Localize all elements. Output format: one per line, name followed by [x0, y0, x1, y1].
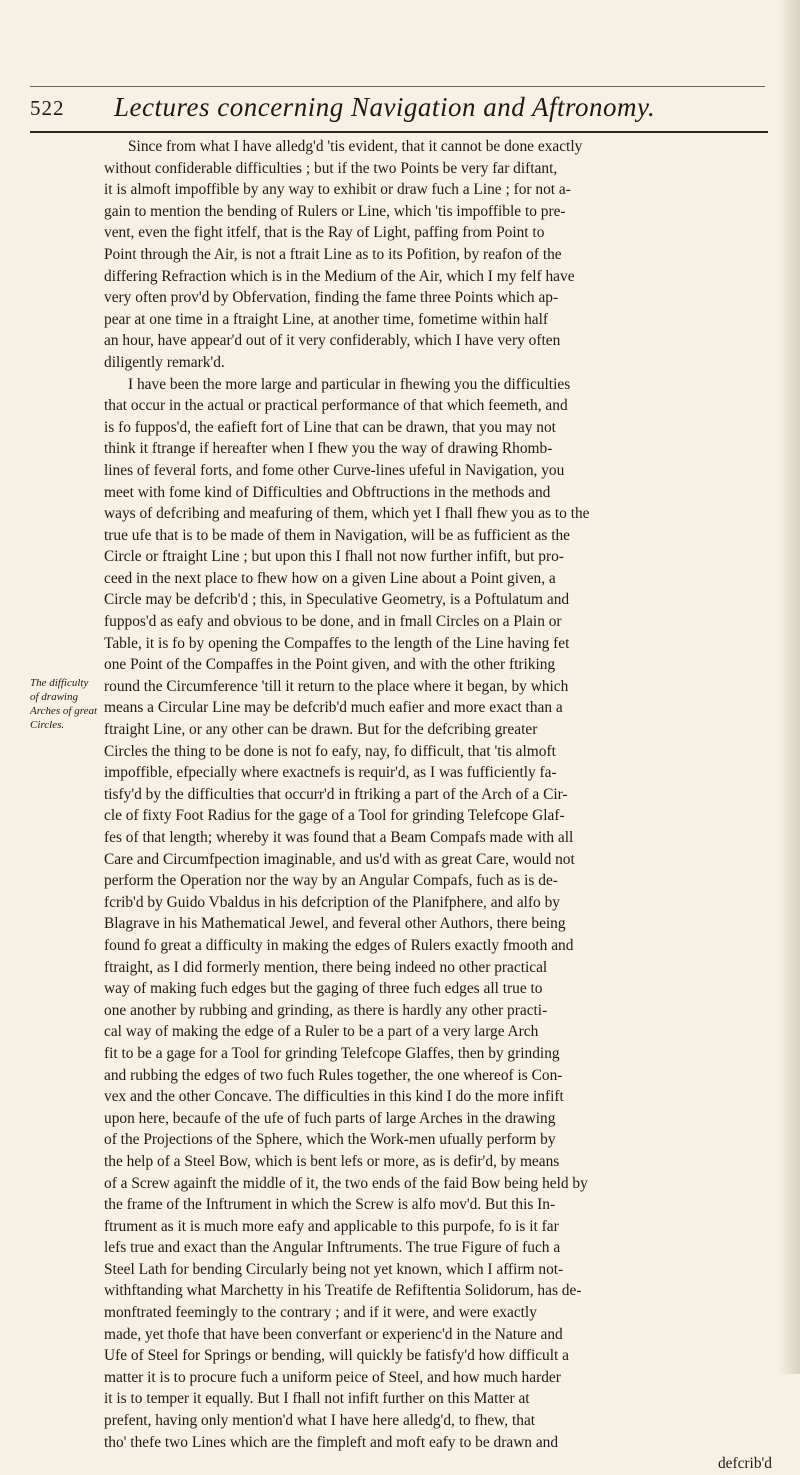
text-line: the help of a Steel Bow, which is bent lefs or more, as is defir'd, by means	[104, 1152, 560, 1170]
margin-note-line: The difficulty	[30, 677, 89, 689]
text-line: fit to be a gage for a Tool for grinding Telefcope Glaffes, then by grinding	[104, 1044, 560, 1062]
text-line: that occur in the actual or practical performance of that which feemeth, and	[104, 397, 568, 415]
text-line: one Point of the Compaffes in the Point given, and with the other ftriking	[104, 656, 556, 674]
text-line: an hour, have appear'd out of it very confiderably, which I have very often	[104, 332, 561, 350]
text-line: matter it is to procure fuch a uniform peice of Steel, and how much harder	[104, 1368, 561, 1386]
text-line: Ufe of Steel for Springs or bending, will quickly be fatisfy'd how difficult a	[104, 1347, 569, 1365]
margin-note-line: Arches of great	[30, 705, 98, 717]
text-line: it is to temper it equally. But I fhall not infift further on this Matter at	[104, 1390, 530, 1408]
text-line: it is almoft impoffible by any way to exhibit or draw fuch a Line ; for not a-	[104, 181, 571, 199]
text-line: round the Circumference 'till it return to the place where it began, by which	[104, 677, 569, 695]
margin-note-line: Circles.	[30, 719, 65, 731]
text-line: monftrated feemingly to the contrary ; and if it were, and were exactly	[104, 1304, 537, 1322]
text-line: way of making fuch edges but the gaging of three fuch edges all true to	[104, 980, 543, 998]
text-line: Point through the Air, is not a ftrait Line as to its Pofition, by reafon of the	[104, 245, 562, 263]
text-line: withftanding what Marchetty in his Treatife de Refiftentia Solidorum, has de-	[104, 1282, 582, 1300]
text-line: very often prov'd by Obfervation, finding the fame three Points which ap-	[104, 289, 559, 307]
text-line: defcrib'd	[717, 1455, 772, 1473]
text-line: pear at one time in a ftraight Line, at another time, fometime within half	[104, 310, 549, 328]
text-line: without confiderable difficulties ; but if the two Points be very far diftant,	[104, 159, 558, 177]
text-line: means a Circular Line may be defcrib'd much eafier and more exact than a	[104, 699, 563, 717]
text-line: Circle or ftraight Line ; but upon this I fhall not now further infift, but pro-	[104, 548, 564, 566]
text-line: found fo great a difficulty in making the edges of Rulers exactly fmooth and	[104, 936, 574, 954]
text-line: Since from what I have alledg'd 'tis evident, that it cannot be done exactly	[128, 138, 583, 155]
header-rule	[30, 131, 768, 133]
text-line: prefent, having only mention'd what I have here alledg'd, to fhew, that	[104, 1412, 536, 1430]
text-line: gain to mention the bending of Rulers or Line, which 'tis impoffible to pre-	[104, 202, 566, 220]
text-line: the frame of the Inftrument in which the Screw is alfo mov'd. But this In-	[104, 1196, 556, 1214]
text-line: upon here, becaufe of the ufe of fuch parts of large Arches in the drawing	[104, 1109, 556, 1127]
body-text	[104, 136, 772, 1475]
text-line: one another by rubbing and grinding, as there is hardly any other practi-	[104, 1001, 548, 1019]
text-line: Table, it is fo by opening the Compaffes to the length of the Line having fet	[104, 634, 570, 652]
text-line: Care and Circumfpection imaginable, and us'd with as great Care, would not	[104, 850, 575, 868]
text-line: lines of feveral forts, and fome other Curve-lines ufeful in Navigation, you	[104, 461, 565, 479]
text-line: cal way of making the edge of a Ruler to be a part of a very large Arch	[104, 1023, 539, 1041]
text-line: lefs true and exact than the Angular Inftruments. The true Figure of fuch a	[104, 1239, 561, 1257]
text-line: Circle may be defcrib'd ; this, in Speculative Geometry, is a Poftulatum and	[104, 591, 570, 609]
top-rule	[30, 86, 765, 87]
running-title: Lectures concerning Navigation and Aftronomy.	[114, 92, 656, 122]
text-line: fcrib'd by Guido Vbaldus in his defcription of the Planifphere, and alfo by	[104, 893, 560, 911]
text-line: Circles the thing to be done is not fo eafy, nay, fo difficult, that 'tis almoft	[104, 742, 556, 760]
text-line: impoffible, efpecially where exactnefs is requir'd, as I was fufficiently fa-	[104, 764, 557, 782]
text-line: fuppos'd as eafy and obvious to be done, and in fmall Circles on a Plain or	[104, 613, 562, 631]
text-line: is fo fuppos'd, the eafieft fort of Line that can be drawn, that you may not	[104, 418, 556, 436]
margin-note	[30, 676, 98, 732]
text-line: Blagrave in his Mathematical Jewel, and feveral other Authors, there being	[104, 915, 566, 933]
page-edge-shadow	[778, 0, 800, 1374]
text-line: ways of defcribing and meafuring of them, which yet I fhall fhew you as to the	[104, 505, 590, 523]
text-line: ceed in the next place to fhew how on a given Line about a Point given, a	[104, 569, 556, 587]
text-line: I have been the more large and particular in fhewing you the difficulties	[128, 375, 571, 393]
text-line: made, yet thofe that have been converfant or experienc'd in the Nature and	[104, 1325, 563, 1343]
text-line: Steel Lath for bending Circularly being not yet known, which I affirm not-	[104, 1260, 564, 1278]
page-header	[30, 92, 770, 132]
text-line: ftraight Line, or any other can be drawn. But for the defcribing greater	[104, 721, 538, 739]
text-line: vent, even the fight itfelf, that is the Ray of Light, paffing from Point to	[104, 224, 545, 242]
text-line: ftrument as it is much more eafy and applicable to this purpofe, fo is it far	[104, 1217, 559, 1235]
text-line: differing Refraction which is in the Medium of the Air, which I my felf have	[104, 267, 575, 285]
text-line: fes of that length; whereby it was found that a Beam Compafs made with all	[104, 829, 574, 846]
text-line: of the Projections of the Sphere, which the Work-men ufually perform by	[104, 1131, 556, 1149]
text-line: ftraight, as I did formerly mention, there being indeed no other practical	[104, 958, 548, 976]
text-line: vex and the other Concave. The difficulties in this kind I do the more infift	[104, 1088, 564, 1106]
text-line: diligently remark'd.	[104, 353, 225, 371]
text-line: think it ftrange if hereafter when I fhew you the way of drawing Rhomb-	[104, 440, 553, 458]
text-line: tho' thefe two Lines which are the fimpleft and moft eafy to be drawn and	[104, 1433, 559, 1451]
text-line: perform the Operation nor the way by an Angular Compafs, fuch as is de-	[104, 872, 558, 890]
text-line: of a Screw againft the middle of it, the two ends of the faid Bow being held by	[104, 1174, 588, 1192]
text-line: cle of fixty Foot Radius for the gage of a Tool for grinding Telefcope Glaf-	[104, 807, 565, 825]
page-number: 522	[30, 96, 65, 120]
text-line: true ufe that is to be made of them in Navigation, will be as fufficient as the	[104, 526, 571, 544]
text-line: meet with fome kind of Difficulties and Obftructions in the methods and	[104, 483, 551, 501]
text-line: tisfy'd by the difficulties that occurr'd in ftriking a part of the Arch of a Cir-	[104, 785, 568, 803]
margin-note-line: of drawing	[30, 691, 78, 703]
text-line: and rubbing the edges of two fuch Rules together, the one whereof is Con-	[104, 1066, 563, 1084]
